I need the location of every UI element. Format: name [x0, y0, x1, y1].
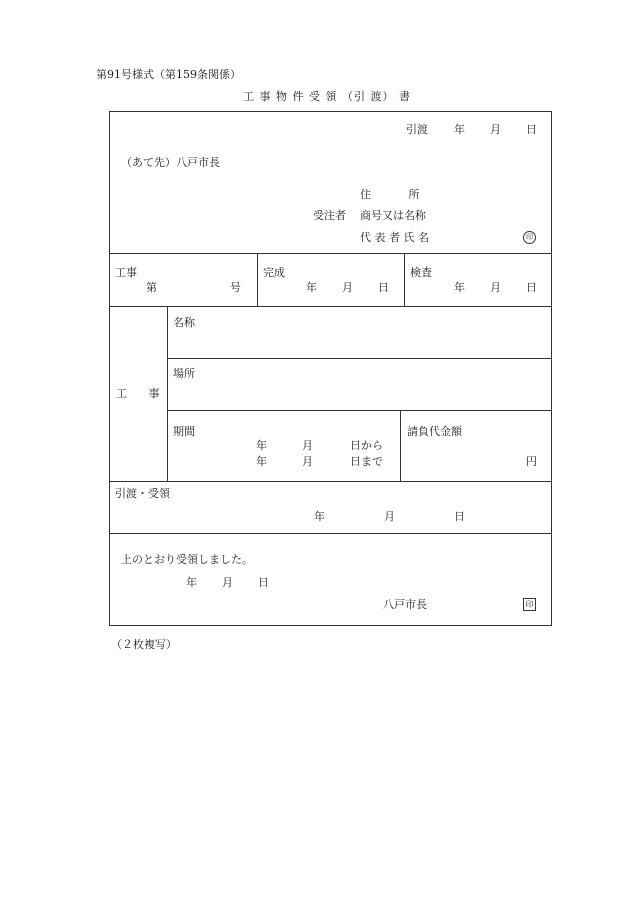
month-label: 月 — [384, 510, 395, 523]
construction-side-label: 工 事 — [116, 387, 160, 400]
divider — [404, 253, 405, 306]
contract-amount-label: 請負代金額 — [407, 425, 462, 438]
year-label: 年 — [454, 123, 465, 136]
form-number: 第91号様式（第159条関係） — [96, 68, 241, 81]
day-label: 日 — [378, 281, 389, 294]
handover-date-label: 引渡 — [406, 123, 428, 136]
number-prefix: 第 — [146, 281, 157, 294]
divider — [167, 358, 552, 359]
month-label: 月 — [302, 455, 313, 468]
period-from: 日から — [350, 439, 383, 452]
divider — [109, 481, 552, 482]
year-label: 年 — [256, 439, 267, 452]
mayor-label: 八戸市長 — [383, 598, 427, 611]
year-label: 年 — [256, 455, 267, 468]
day-label: 日 — [526, 281, 537, 294]
year-label: 年 — [454, 281, 465, 294]
divider — [109, 533, 552, 534]
addressee: （あて先）八戸市長 — [121, 156, 220, 169]
contractor-label: 受注者 — [313, 209, 346, 222]
copy-note: （２枚複写） — [111, 638, 177, 651]
month-label: 月 — [302, 439, 313, 452]
day-label: 日 — [454, 510, 465, 523]
day-label: 日 — [258, 576, 269, 589]
divider — [167, 410, 552, 411]
year-label: 年 — [314, 510, 325, 523]
construction-label: 工事 — [115, 266, 137, 279]
number-suffix: 号 — [230, 281, 241, 294]
work-period-label: 期間 — [173, 425, 195, 438]
divider — [400, 410, 401, 481]
month-label: 月 — [342, 281, 353, 294]
address-label: 住 所 — [360, 188, 420, 201]
handover-receipt-label: 引渡・受領 — [115, 487, 170, 500]
representative-label: 代 表 者 氏 名 — [360, 231, 429, 244]
period-to: 日まで — [350, 455, 383, 468]
company-name-label: 商号又は名称 — [360, 209, 426, 222]
seal-mark: 印 — [523, 231, 536, 244]
divider — [257, 253, 258, 306]
yen-label: 円 — [526, 455, 537, 468]
divider — [109, 253, 552, 254]
day-label: 日 — [526, 123, 537, 136]
month-label: 月 — [490, 281, 501, 294]
receipt-statement: 上のとおり受領しました。 — [121, 553, 253, 566]
seal-mark: 印 — [523, 598, 536, 611]
month-label: 月 — [222, 576, 233, 589]
divider — [109, 306, 552, 307]
month-label: 月 — [490, 123, 501, 136]
year-label: 年 — [186, 576, 197, 589]
work-place-label: 場所 — [173, 367, 195, 380]
completion-label: 完成 — [263, 266, 285, 279]
divider — [167, 306, 168, 481]
document-title: 工 事 物 件 受 領 （引 渡） 書 — [243, 90, 411, 103]
year-label: 年 — [306, 281, 317, 294]
inspection-label: 検査 — [410, 266, 432, 279]
work-name-label: 名称 — [173, 316, 195, 329]
